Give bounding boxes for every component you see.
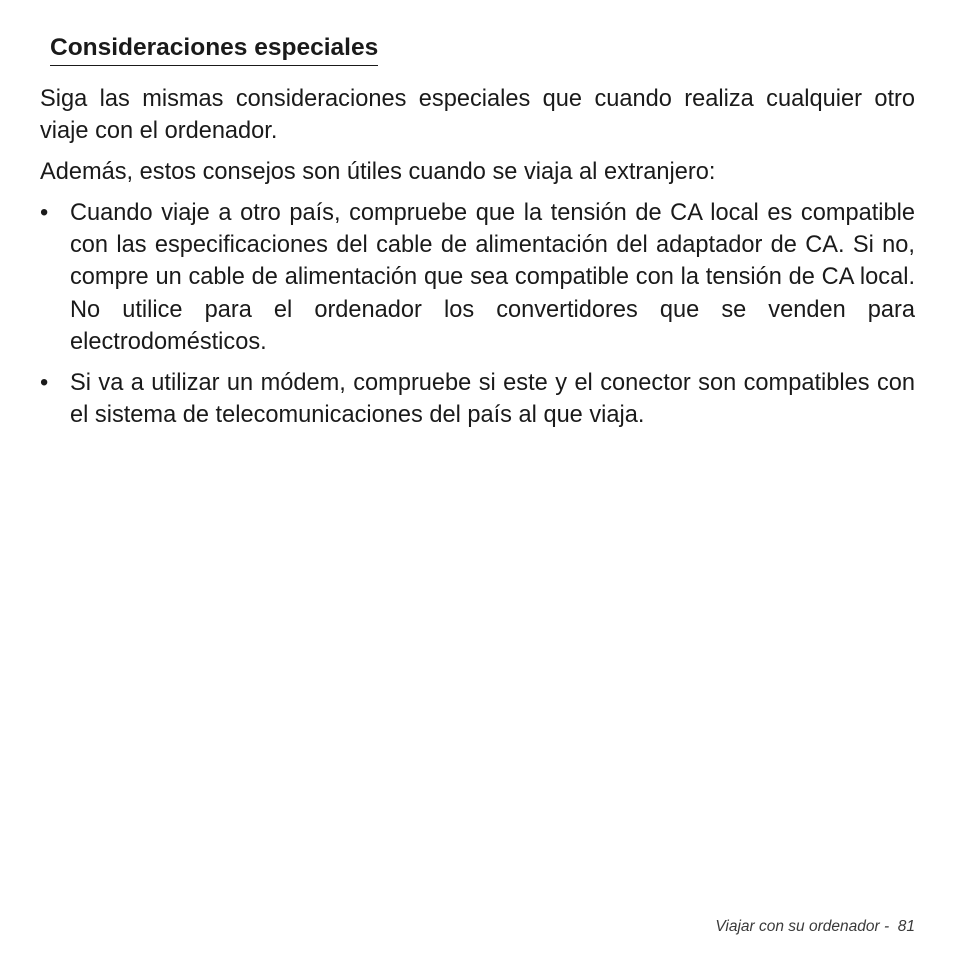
- list-item: [40, 197, 915, 358]
- bullet-marker: •: [40, 369, 49, 396]
- bullet-marker: •: [40, 199, 49, 226]
- page-number: 81: [897, 918, 915, 935]
- paragraph-intro: Siga las mismas consideraciones especiales que cuando realiza cualquier otro viaje con el ordenador.: [40, 86, 915, 145]
- paragraph-abroad: Además, estos consejos son útiles cuando se viaja al extranjero:: [40, 159, 716, 186]
- list-item: [40, 367, 915, 432]
- tips-list: [40, 197, 915, 432]
- footer-section-title: Viajar con su ordenador -: [715, 918, 890, 935]
- list-item-text: Cuando viaje a otro país, compruebe que la tensión de CA local es compatible con las especificaciones del cable de alimentación del adaptador de CA. Si no, compre un cable de alimentación que sea compatible con la tensión de CA local. No utilice para el ordenador los convertidores que se venden para electrodomésticos.: [70, 199, 915, 356]
- page-footer: [715, 918, 915, 936]
- body-content: [40, 83, 915, 440]
- section-heading: Consideraciones especiales: [50, 31, 378, 66]
- list-item-text: Si va a utilizar un módem, compruebe si este y el conector son compatibles con el sistema de telecomunicaciones del país al que viaja.: [70, 369, 915, 429]
